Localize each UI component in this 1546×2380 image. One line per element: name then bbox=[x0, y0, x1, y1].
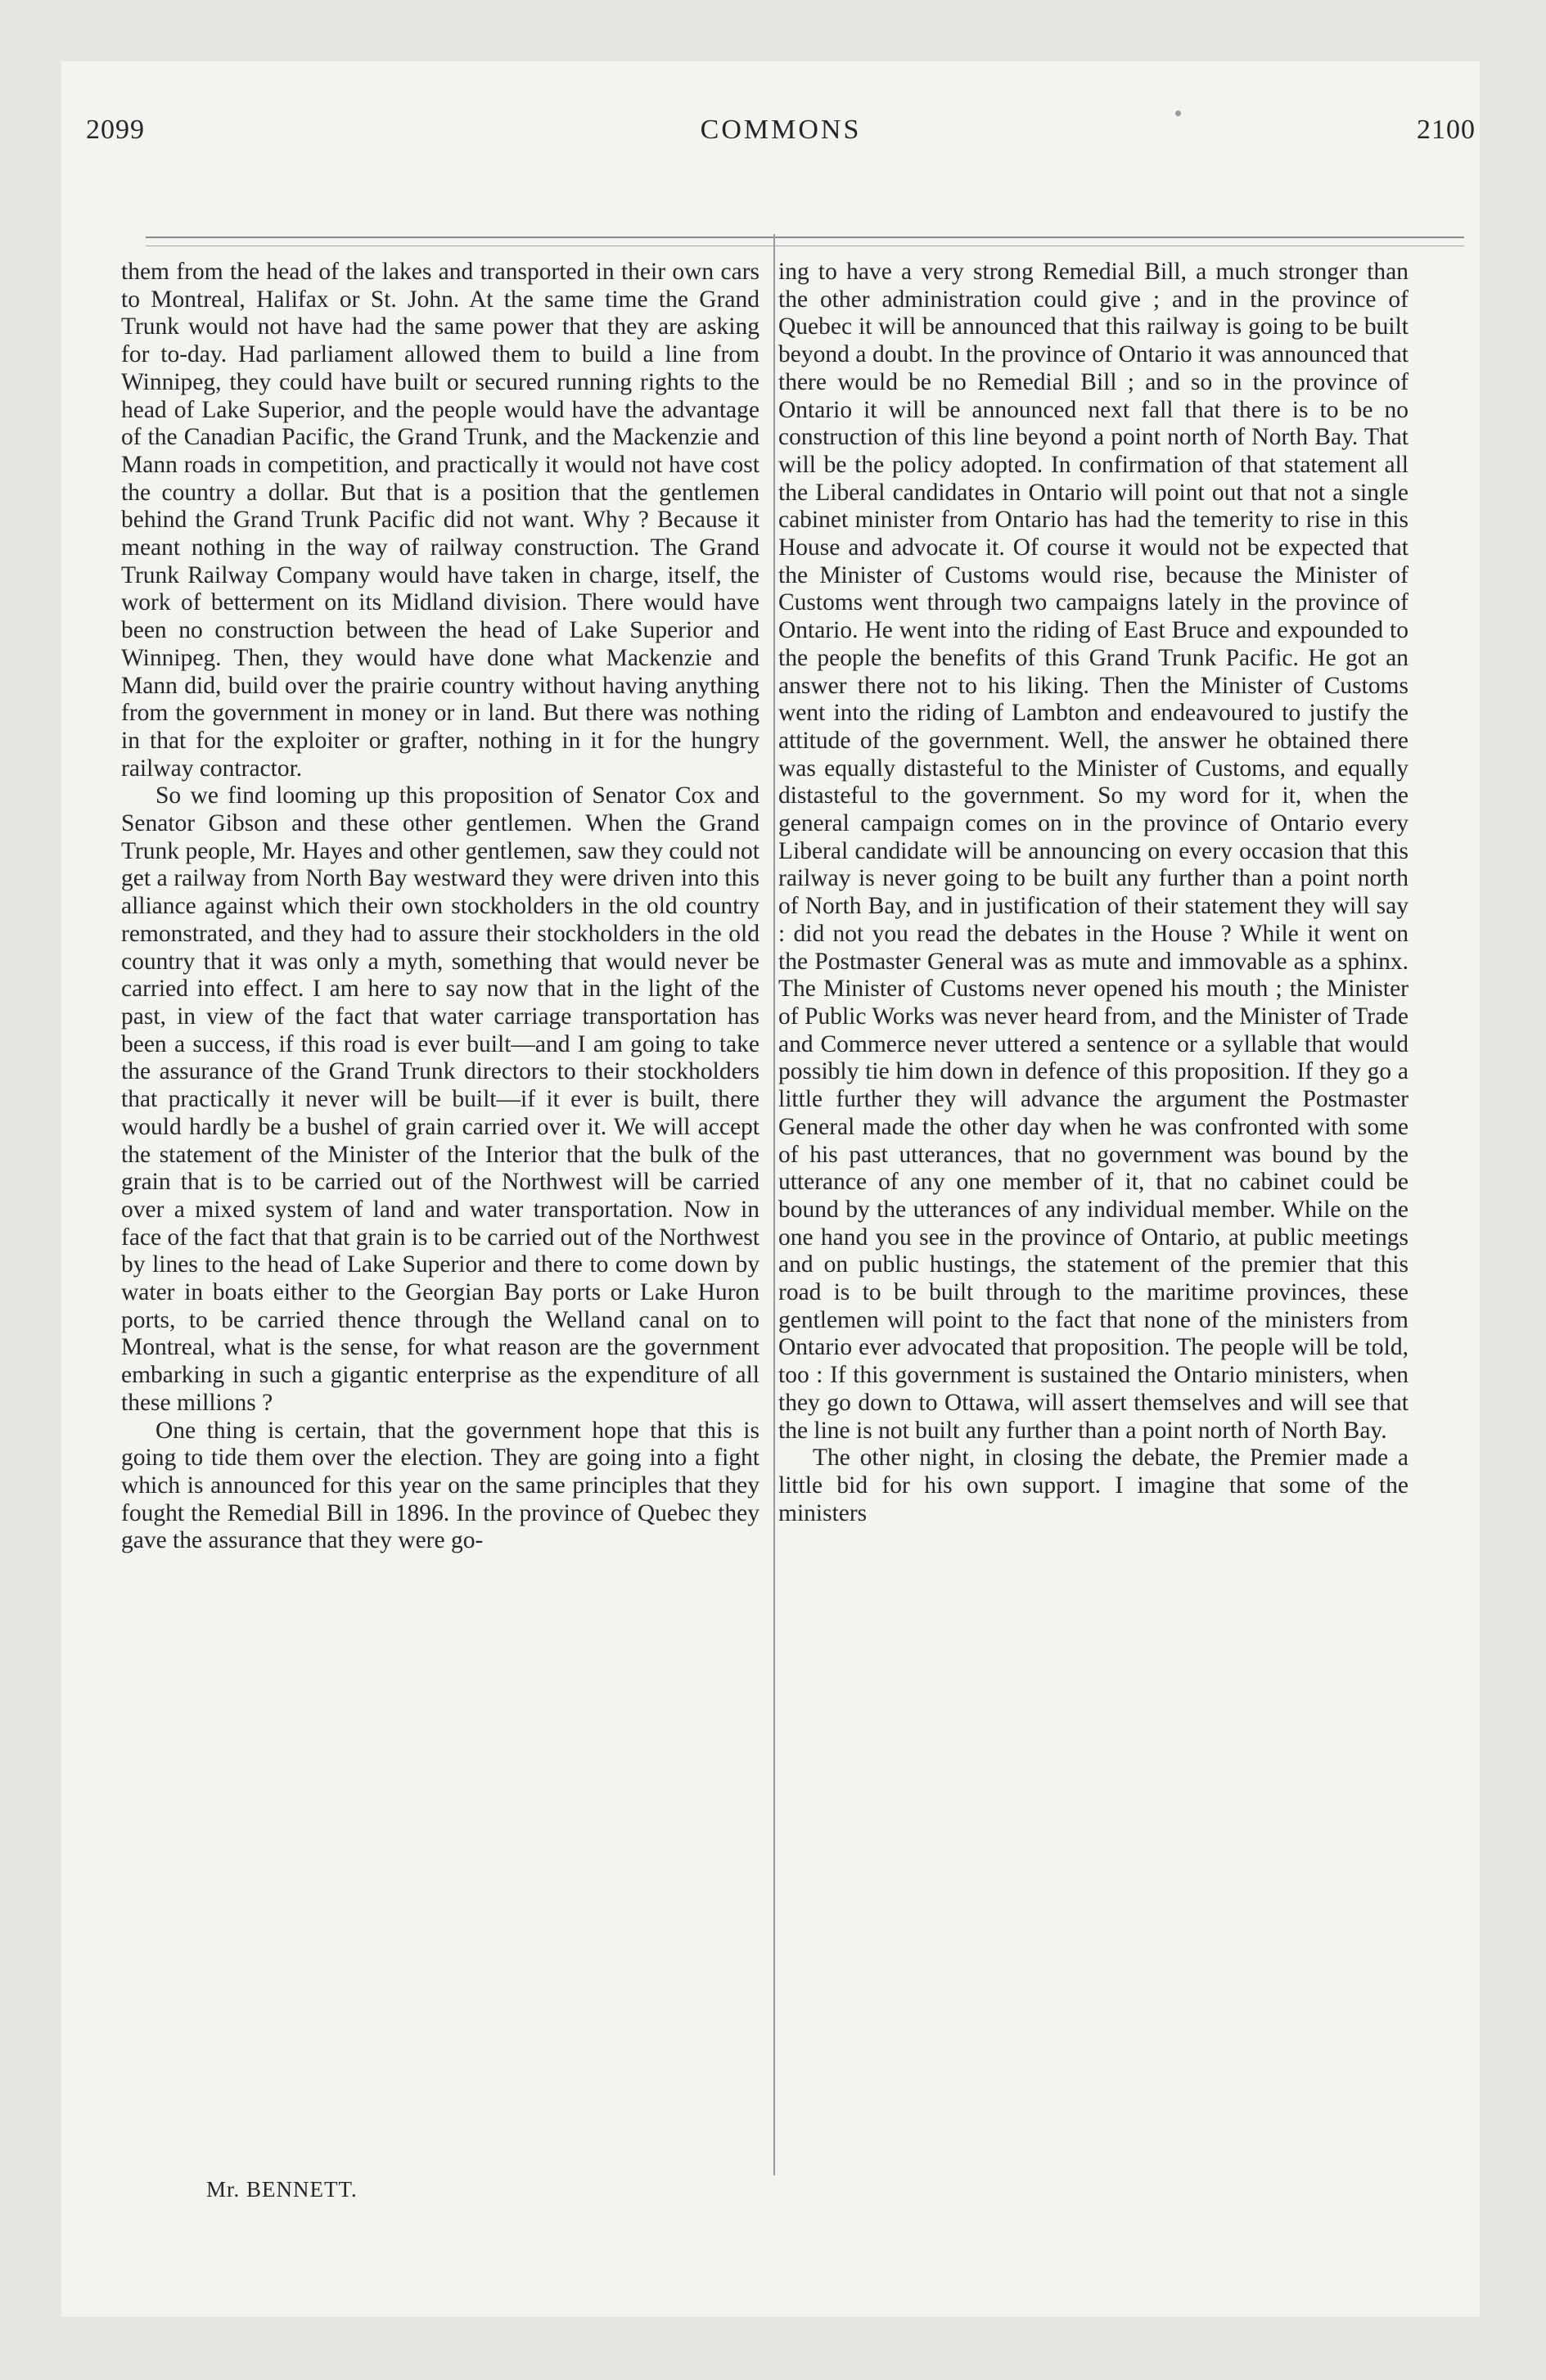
page-number-left: 2099 bbox=[86, 115, 145, 145]
left-column bbox=[121, 259, 759, 1555]
column-divider bbox=[773, 234, 775, 2175]
paragraph: So we find looming up this proposition of Senator Cox and Senator Gibson and these other gentlemen. When the Grand Trunk people, Mr. Hayes and other gentlemen, saw they could not get a railway from North Bay westward they were driven into this alliance against which their own stockholders in the old country remonstrated, and they had to assure their stockholders in the old country that it was only a myth, something that would never be carried into effect. I am here to say now that in the light of the past, in view of the fact that water carriage transportation has been a success, if this road is ever built—and I am going to take the assurance of the Grand Trunk directors to their stockholders that practically it never will be built—if it ever is built, there would hardly be a bushel of grain carried over it. We will accept the statement of the Minister of the Interior that the bulk of the grain that is to be carried out of the Northwest will be carried over a mixed system of land and water transportation. Now in face of the fact that that grain is to be carried out of the Northwest by lines to the head of Lake Superior and there to come down by water in boats either to the Georgian Bay ports or Lake Huron ports, to be carried thence through the Welland canal on to Montreal, what is the sense, for what reason are the government embarking in such a gigantic enterprise as the expenditure of all these millions ? bbox=[121, 782, 759, 1416]
paragraph: them from the head of the lakes and transported in their own cars to Montreal, Halifax or St. John. At the same time the Grand Trunk would not have had the same power that they are asking for to-day. Had parliament allowed them to build a line from Winnipeg, they could have built or secured running rights to the head of Lake Superior, and the people would have the advantage of the Canadian Pacific, the Grand Trunk, and the Mackenzie and Mann roads in competition, and practically it would not have cost the country a dollar. But that is a position that the gentlemen behind the Grand Trunk Pacific did not want. Why ? Because it meant nothing in the way of railway construction. The Grand Trunk Railway Company would have taken in charge, itself, the work of betterment on its Midland division. There would have been no construction between the head of Lake Superior and Winnipeg. Then, they would have done what Mackenzie and Mann did, build over the prairie country without having anything from the government in money or in land. But there was nothing in that for the exploiter or grafter, nothing in it for the hungry railway contractor. bbox=[121, 259, 759, 782]
right-column bbox=[778, 259, 1409, 1527]
speaker-footer: Mr. BENNETT. bbox=[206, 2177, 358, 2202]
header-rule bbox=[146, 237, 1464, 238]
paragraph: ing to have a very strong Remedial Bill, a much stronger than the other administration could give ; and in the province of Quebec it will be announced that this railway is going to be built beyond a doubt. In the province of Ontario it was announced that there would be no Remedial Bill ; and so in the province of Ontario it will be announced next fall that there is to be no construction of this line beyond a point north of North Bay. That will be the policy adopted. In confirmation of that statement all the Liberal candidates in Ontario will point out that not a single cabinet minister from Ontario has had the temerity to rise in this House and advocate it. Of course it would not be expected that the Minister of Customs would rise, because the Minister of Customs went through two campaigns lately in the province of Ontario. He went into the riding of East Bruce and expounded to the people the benefits of this Grand Trunk Pacific. He got an answer there not to his liking. Then the Minister of Customs went into the riding of Lambton and endeavoured to justify the attitude of the government. Well, the answer he obtained there was equally distasteful to the Minister of Customs, and equally distasteful to the government. So my word for it, when the general campaign comes on in the province of Ontario every Liberal candidate will be announcing on every occasion that this railway is never going to be built any further than a point north of North Bay, and in justification of their statement they will say : did not you read the debates in the House ? While it went on the Postmaster General was as mute and immovable as a sphinx. The Minister of Customs never opened his mouth ; the Minister of Public Works was never heard from, and the Minister of Trade and Commerce never uttered a sentence or a syllable that would possibly tie him down in defence of this proposition. If they go a little further they will advance the argument the Postmaster General made the other day when he was confronted with some of his past utterances, that no government was bound by the utterance of any one member of it, that no cabinet could be bound by the utterances of any individual member. While on the one hand you see in the province of Ontario, at public meetings and on public hustings, the statement of the premier that this road is to be built through to the maritime provinces, these gentlemen will point to the fact that none of the ministers from Ontario ever advocated that proposition. The people will be told, too : If this government is sustained the Ontario ministers, when they go down to Ottawa, will assert themselves and will see that the line is not built any further than a point north of North Bay. bbox=[778, 259, 1409, 1444]
page-number-right: 2100 bbox=[1417, 115, 1476, 145]
paragraph: The other night, in closing the debate, the Premier made a little bid for his own support. I imagine that some of the ministers bbox=[778, 1445, 1409, 1526]
running-title: COMMONS bbox=[700, 115, 862, 145]
paragraph: One thing is certain, that the government hope that this is going to tide them over the election. They are going into a fight which is announced for this year on the same principles that they fought the Remedial Bill in 1896. In the province of Quebec they gave the assurance that they were go- bbox=[121, 1417, 759, 1554]
page-header bbox=[86, 115, 1476, 156]
